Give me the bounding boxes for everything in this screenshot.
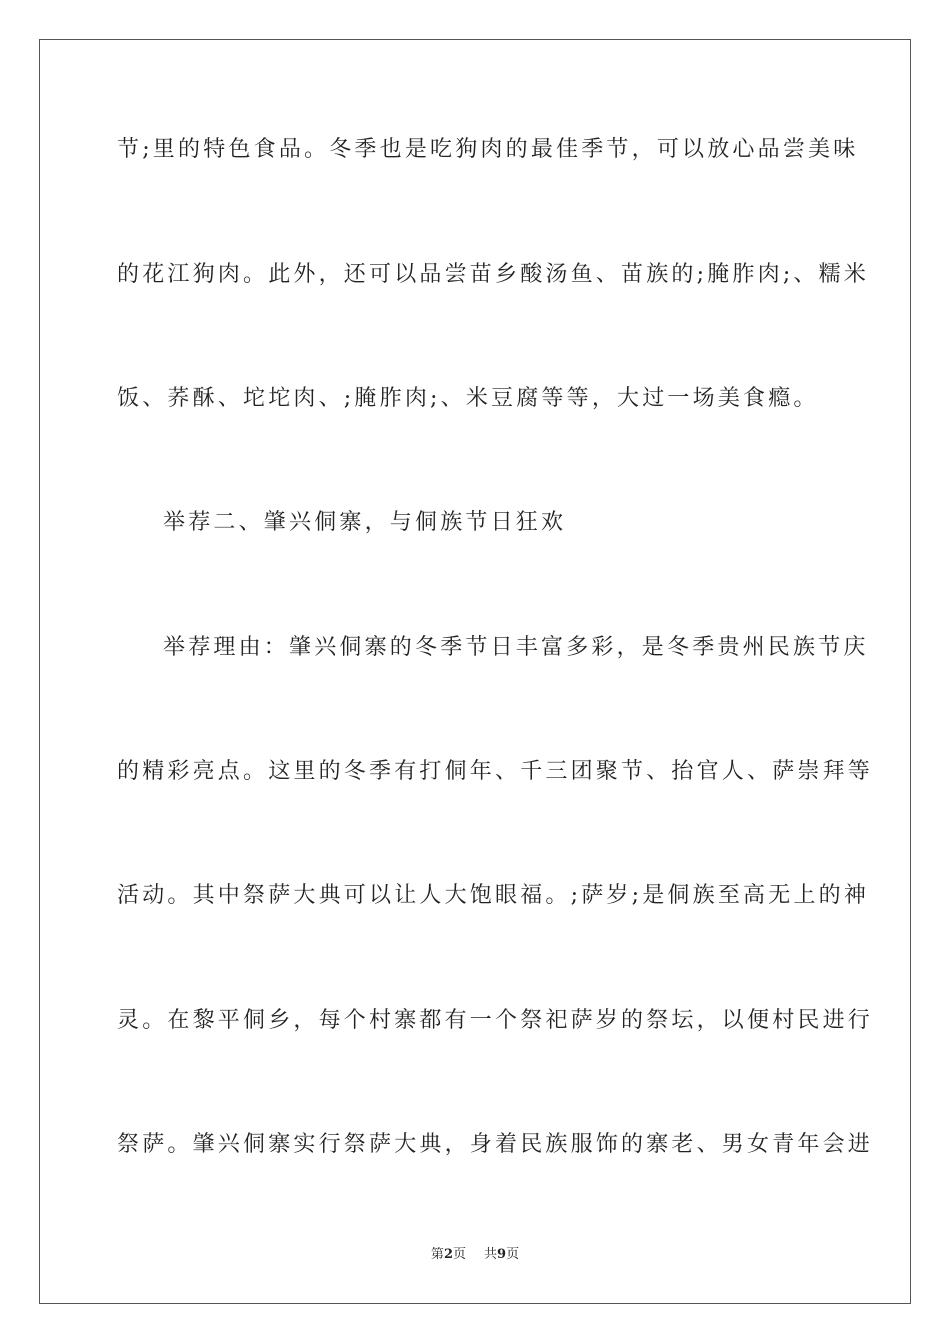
total-suffix: 页 [506, 1247, 520, 1262]
page-number: 2 [443, 1247, 453, 1262]
body-line-5: 举荐理由：肇兴侗寨的冬季节日丰富多彩，是冬季贵州民族节庆 [163, 635, 869, 660]
page-frame [39, 39, 911, 1304]
total-prefix: 共 [484, 1247, 498, 1262]
total-pages: 9 [497, 1247, 507, 1262]
body-line-1: 节;里的特色食品。冬季也是吃狗肉的最佳季节，可以放心品尝美味 [117, 137, 859, 162]
body-line-2: 的花江狗肉。此外，还可以品尝苗乡酸汤鱼、苗族的;腌胙肉;、糯米 [117, 262, 870, 287]
page-footer [0, 1246, 950, 1264]
body-line-3: 饭、荞酥、坨坨肉、;腌胙肉;、米豆腐等等，大过一场美食瘾。 [117, 386, 819, 411]
body-line-7: 活动。其中祭萨大典可以让人大饱眼福。;萨岁;是侗族至高无上的神 [117, 883, 870, 908]
body-line-8: 灵。在黎平侗乡，每个村寨都有一个祭祀萨岁的祭坛，以便村民进行 [117, 1008, 874, 1033]
page-prefix: 第 [430, 1247, 444, 1262]
body-line-9: 祭萨。肇兴侗寨实行祭萨大典，身着民族服饰的寨老、男女青年会进 [117, 1132, 874, 1157]
section-heading: 举荐二、肇兴侗寨，与侗族节日狂欢 [163, 510, 567, 535]
page-suffix: 页 [452, 1247, 466, 1262]
body-line-6: 的精彩亮点。这里的冬季有打侗年、千三团聚节、抬官人、萨崇拜等 [117, 759, 874, 784]
